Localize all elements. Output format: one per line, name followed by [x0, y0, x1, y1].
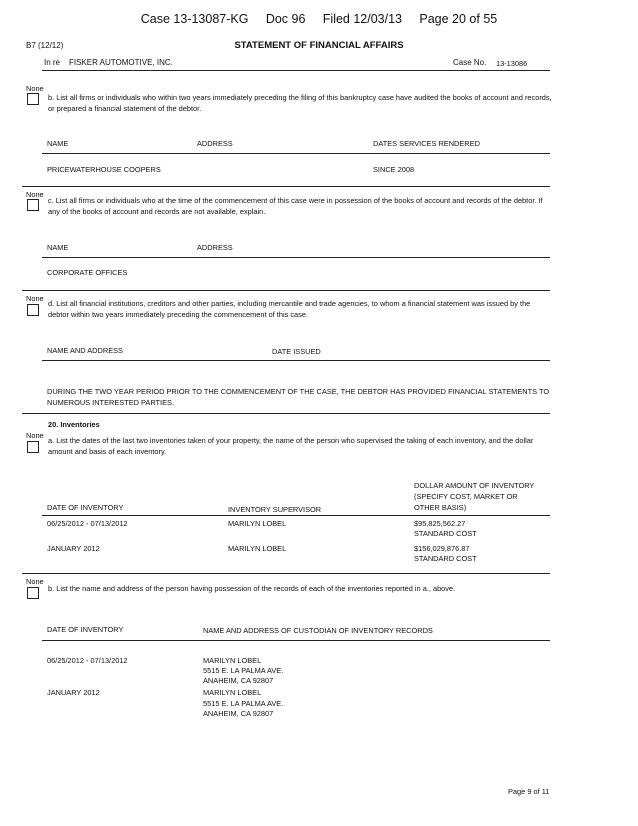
none-label-20b: None	[26, 577, 44, 586]
section-b-text: b. List all firms or individuals who within two years immediately preceding the filing of this bankruptcy case have audited the books of account and records, or prepared a financial statement of the debtor.	[48, 93, 552, 113]
inv-a-header-amount-2: (SPECIFY COST, MARKET OR	[414, 492, 518, 501]
in-re-label: In re	[44, 58, 61, 67]
page-footer: Page 9 of 11	[508, 787, 550, 796]
inv-a-row-supervisor: MARILYN LOBEL	[228, 544, 287, 553]
inventories-b-text: b. List the name and address of the person having possession of the records of each of the inventories reported in a., above.	[48, 584, 456, 593]
inventories-heading: 20. Inventories	[48, 420, 100, 429]
none-checkbox-20b[interactable]	[27, 587, 39, 599]
inv-b-row-city: ANAHEIM, CA 92807	[203, 676, 274, 685]
none-checkbox-b[interactable]	[27, 93, 39, 105]
d-header-name-address: NAME AND ADDRESS	[47, 346, 123, 355]
c-row-name: CORPORATE OFFICES	[47, 268, 128, 277]
inv-b-row-city: ANAHEIM, CA 92807	[203, 709, 274, 718]
section-divider	[22, 186, 550, 187]
inventories-a-text: a. List the dates of the last two inventories taken of your property, the name of the person who supervised the taking of each inventory, and the dollar amount and basis of each inventory.	[48, 436, 534, 456]
b-header-address: ADDRESS	[197, 139, 233, 148]
inv-b-row-date: 06/25/2012 - 07/13/2012	[47, 656, 128, 665]
inv-a-row-basis: STANDARD COST	[414, 554, 477, 563]
inv-a-header-date: DATE OF INVENTORY	[47, 503, 124, 512]
inv-a-row-date: JANUARY 2012	[47, 544, 100, 553]
section-d-text: d. List all financial institutions, creditors and other parties, including mercantile and trade agencies, to whom a financial statement was issued by the debtor within two years immediately preceding the commencement of this case.	[48, 299, 531, 319]
inv-b-row-date: JANUARY 2012	[47, 688, 100, 697]
b-header-rule	[42, 153, 550, 154]
case-no-value: 13-13086	[496, 59, 528, 68]
b-row-name: PRICEWATERHOUSE COOPERS	[47, 165, 161, 174]
inv-b-row-name: MARILYN LOBEL	[203, 656, 262, 665]
none-checkbox-c[interactable]	[27, 199, 39, 211]
d-note: DURING THE TWO YEAR PERIOD PRIOR TO THE COMMENCEMENT OF THE CASE, THE DEBTOR HAS PROVIDED FINANCIAL STATEMENTS TO NUMEROUS INTERESTED PARTIES.	[47, 387, 550, 407]
inv-a-row-amount: $156,029,876.87	[414, 544, 470, 553]
d-header-date-issued: DATE ISSUED	[272, 347, 321, 356]
inv-b-header-custodian: NAME AND ADDRESS OF CUSTODIAN OF INVENTORY RECORDS	[203, 626, 433, 635]
section-c-text: c. List all firms or individuals who at the time of the commencement of this case were in possession of the books of account and records of the debtor. If any of the books of account and records are not available, explain.	[48, 196, 543, 216]
none-checkbox-20a[interactable]	[27, 441, 39, 453]
form-id: B7 (12/12)	[26, 41, 64, 50]
section-divider	[22, 290, 550, 291]
inv-a-row-date: 06/25/2012 - 07/13/2012	[47, 519, 128, 528]
inv-a-header-amount: DOLLAR AMOUNT OF INVENTORY	[414, 481, 535, 490]
inv-b-header-date: DATE OF INVENTORY	[47, 625, 124, 634]
none-label-c: None	[26, 190, 44, 199]
debtor-name: FISKER AUTOMOTIVE, INC.	[69, 58, 173, 67]
inv-a-header-rule	[42, 515, 550, 516]
inv-a-header-amount-3: OTHER BASIS)	[414, 503, 467, 512]
header-rule	[42, 70, 550, 71]
b-row-dates: SINCE 2008	[373, 165, 415, 174]
none-label-20a: None	[26, 431, 44, 440]
inv-b-row-street: 5515 E. LA PALMA AVE.	[203, 699, 284, 708]
c-header-address: ADDRESS	[197, 243, 233, 252]
b-header-name: NAME	[47, 139, 69, 148]
case-banner: Case 13-13087-KG Doc 96 Filed 12/03/13 Page 20 of 55	[140, 12, 498, 26]
inv-b-row-name: MARILYN LOBEL	[203, 688, 262, 697]
inv-a-header-supervisor: INVENTORY SUPERVISOR	[228, 505, 322, 514]
inv-a-row-basis: STANDARD COST	[414, 529, 477, 538]
section-divider	[22, 413, 550, 414]
c-header-rule	[42, 257, 550, 258]
page-title: STATEMENT OF FINANCIAL AFFAIRS	[234, 40, 404, 51]
inv-b-row-street: 5515 E. LA PALMA AVE.	[203, 666, 284, 675]
section-divider	[22, 573, 550, 574]
none-label-b: None	[26, 84, 44, 93]
none-checkbox-d[interactable]	[27, 304, 39, 316]
c-header-name: NAME	[47, 243, 69, 252]
d-header-rule	[42, 360, 550, 361]
inv-a-row-supervisor: MARILYN LOBEL	[228, 519, 287, 528]
inv-b-header-rule	[42, 640, 550, 641]
inv-a-row-amount: $95,825,562.27	[414, 519, 466, 528]
none-label-d: None	[26, 294, 44, 303]
b-header-dates: DATES SERVICES RENDERED	[373, 139, 480, 148]
case-no-label: Case No.	[453, 58, 487, 67]
